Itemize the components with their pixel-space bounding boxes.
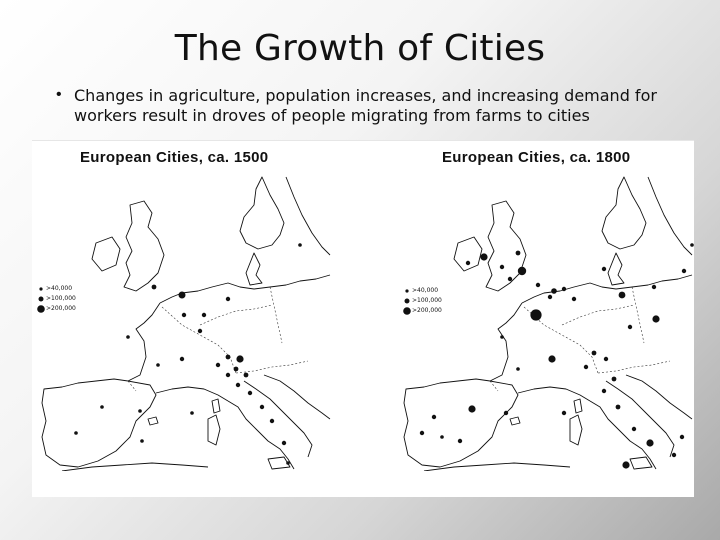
legend-label: >200,000 — [46, 305, 76, 312]
slide-title: The Growth of Cities — [174, 28, 546, 69]
bullet-text: Changes in agriculture, population increases, and increasing demand for workers result in droves of people migrating from farms to cities — [74, 86, 657, 125]
legend-small-dot-icon — [38, 285, 46, 293]
map-1500 — [32, 141, 332, 471]
legend-label: >100,000 — [412, 297, 442, 304]
legend-medium-dot-icon — [404, 297, 412, 305]
map-1800-graphic — [398, 175, 694, 471]
legend-small-dot-icon — [404, 287, 412, 295]
map-1800 — [398, 141, 694, 471]
map-1500-graphic — [32, 175, 332, 471]
legend-label: >200,000 — [412, 307, 442, 314]
bullet-point — [56, 86, 676, 126]
legend-label: >40,000 — [412, 287, 439, 294]
bullet-marker: • — [56, 86, 62, 103]
legend-label: >40,000 — [46, 285, 73, 292]
map-1500-title: European Cities, ca. 1500 — [80, 149, 269, 166]
legend-medium-dot-icon — [38, 295, 46, 303]
map-figure — [32, 140, 694, 497]
map-1800-title: European Cities, ca. 1800 — [442, 149, 631, 166]
legend-label: >100,000 — [46, 295, 76, 302]
